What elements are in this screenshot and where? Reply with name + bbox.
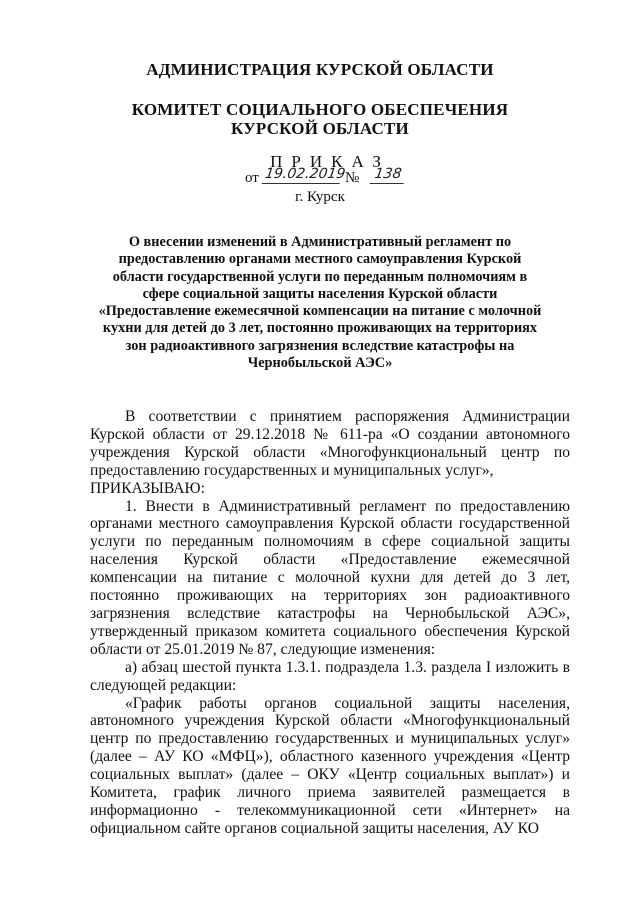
order-body [90, 408, 570, 838]
item-1-paragraph: 1. Внести в Административный регламент по предоставлению органами местного самоуправления Курской области государственной услуги по переданным полномочиям в сфере социальной защиты населения Курской области «Предоставление ежемесячной компенсации на питание с молочной кухни для детей до 3 лет, постоянно проживающих на территориях зон радиоактивного загрязнения вследствие катастрофы на Чернобыльской АЭС», утвержденный приказом комитета социального обеспечения Курской области от 25.01.2019 № 87, следующие изменения: [90, 497, 570, 658]
administration-heading: АДМИНИСТРАЦИЯ КУРСКОЙ ОБЛАСТИ [146, 60, 494, 79]
committee-heading-line1: КОМИТЕТ СОЦИАЛЬНОГО ОБЕСПЕЧЕНИЯ [131, 100, 509, 119]
handwritten-number: 138 [370, 165, 407, 184]
order-title: ПРИКАЗ [270, 152, 390, 171]
quoted-paragraph: «График работы органов социальной защиты населения, автономного учреждения Курской области «Многофункциональный центр по предоставлению государственных и муниципальных услуг» (далее – АУ КО «МФЦ»), областного казенного учреждения «Центр социальных выплат» (далее – ОКУ «Центр социальных выплат») и Комитета, график личного приема заявителей размещается в информационно - телекоммуникационной сети «Интернет» на официальном сайте органов социальной защиты населения, АУ КО [90, 694, 570, 837]
handwritten-date: 19.02.2019 [262, 165, 343, 184]
order-date-number-line [245, 168, 405, 190]
number-prefix: № [345, 170, 360, 186]
order-word: ПРИКАЗЫВАЮ: [90, 479, 205, 497]
preamble-paragraph: В соответствии с принятием распоряжения Администрации Курской области от 29.12.2018 № 611-ра «О создании автономного учреждения Курской области «Многофункциональный центр по предоставлению государственных и муниципальных услуг», [90, 408, 570, 479]
order-subject: О внесении изменений в Административный регламент по предоставлению органами местного самоуправления Курской области государственной услуги по переданным полномочиям в сфере социальной защиты населения Курской области «Предоставление ежемесячной компенсации на питание с молочной кухни для детей до 3 лет, постоянно проживающих на территориях зон радиоактивного загрязнения вследствие катастрофы на Чернобыльской АЭС» [98, 234, 542, 372]
date-prefix: от [245, 170, 259, 186]
order-city: г. Курск [295, 189, 345, 205]
committee-heading-line2: КУРСКОЙ ОБЛАСТИ [231, 119, 409, 138]
item-1a-paragraph: а) абзац шестой пункта 1.3.1. подраздела 1.3. раздела I изложить в следующей редакции: [90, 658, 570, 694]
